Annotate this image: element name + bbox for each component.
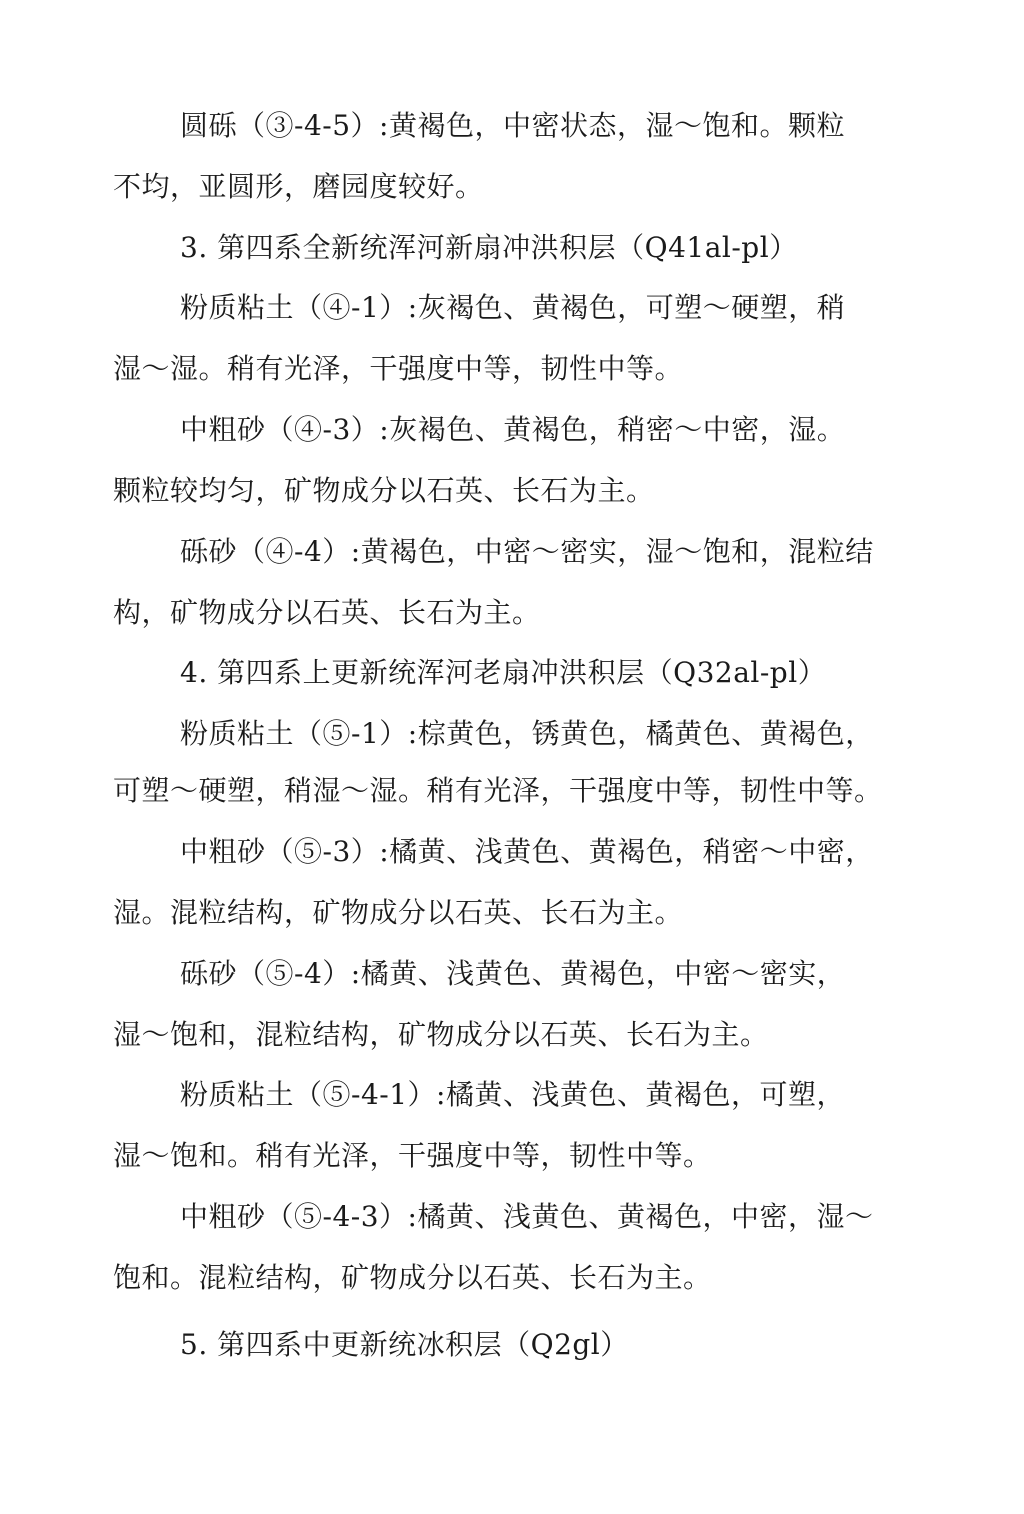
paragraph-line: 湿～饱和。稍有光泽，干强度中等，韧性中等。	[113, 1139, 712, 1172]
paragraph-line: 湿～湿。稍有光泽，干强度中等，韧性中等。	[113, 352, 684, 385]
section-heading: 5. 第四系中更新统冰积层（Q2gl）	[180, 1328, 629, 1361]
paragraph-line: 中粗砂（④-3）:灰褐色、黄褐色，稍密～中密，湿。	[180, 413, 846, 446]
section-heading: 4. 第四系上更新统浑河老扇冲洪积层（Q32al-pl）	[180, 656, 827, 689]
paragraph-line: 不均，亚圆形，磨园度较好。	[113, 170, 484, 203]
paragraph-line: 粉质粘土（⑤-4-1）:橘黄、浅黄色、黄褐色，可塑，	[180, 1078, 845, 1111]
paragraph-line: 粉质粘土（⑤-1）:棕黄色，锈黄色，橘黄色、黄褐色，	[180, 717, 874, 750]
paragraph-line: 砾砂（④-4）:黄褐色，中密～密实，湿～饱和，混粒结	[180, 535, 874, 568]
paragraph-line: 湿。混粒结构，矿物成分以石英、长石为主。	[113, 896, 684, 929]
paragraph-line: 构，矿物成分以石英、长石为主。	[113, 596, 541, 629]
paragraph-line: 砾砂（⑤-4）:橘黄、浅黄色、黄褐色，中密～密实，	[180, 957, 846, 990]
paragraph-line: 颗粒较均匀，矿物成分以石英、长石为主。	[113, 474, 655, 507]
paragraph-line: 饱和。混粒结构，矿物成分以石英、长石为主。	[113, 1261, 712, 1294]
section-heading: 3. 第四系全新统浑河新扇冲洪积层（Q41al-pl）	[180, 231, 798, 264]
paragraph-line: 中粗砂（⑤-3）:橘黄、浅黄色、黄褐色，稍密～中密，	[180, 835, 874, 868]
paragraph-line: 湿～饱和，混粒结构，矿物成分以石英、长石为主。	[113, 1018, 769, 1051]
paragraph-line: 中粗砂（⑤-4-3）:橘黄、浅黄色、黄褐色，中密，湿～	[180, 1200, 874, 1233]
paragraph-line: 圆砾（③-4-5）:黄褐色，中密状态，湿～饱和。颗粒	[180, 109, 845, 142]
paragraph-line: 粉质粘土（④-1）:灰褐色、黄褐色，可塑～硬塑，稍	[180, 291, 846, 324]
paragraph-line: 可塑～硬塑，稍湿～湿。稍有光泽，干强度中等，韧性中等。	[113, 774, 883, 807]
